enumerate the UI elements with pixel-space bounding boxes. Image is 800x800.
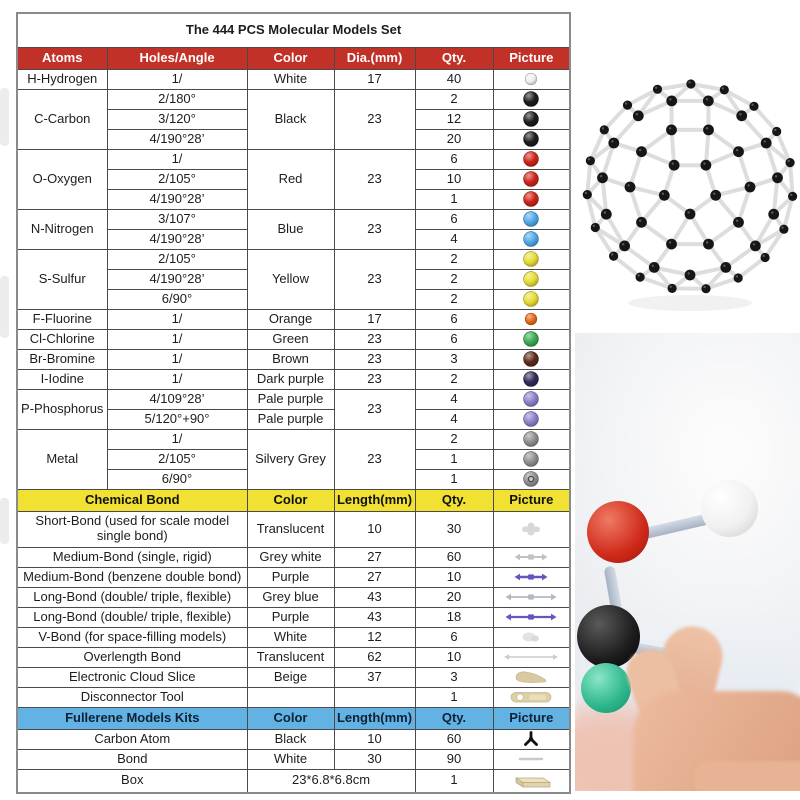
atom-name-cell: F-Fluorine [17, 309, 107, 329]
qty-cell: 4 [415, 409, 493, 429]
dia-cell: 23 [334, 249, 415, 309]
qty-cell: 60 [415, 547, 493, 567]
qty-cell: 3 [415, 667, 493, 687]
picture-cell [493, 547, 570, 567]
qty-cell: 10 [415, 169, 493, 189]
v-bond-icon [503, 629, 559, 645]
fullerene-header-3: Qty. [415, 707, 493, 729]
picture-cell [493, 749, 570, 769]
qty-cell: 12 [415, 109, 493, 129]
atom-name-cell: C-Carbon [17, 89, 107, 149]
length-cell: 43 [334, 607, 415, 627]
color-cell: White [247, 749, 334, 769]
medium-bond-grey-icon [503, 549, 559, 565]
holes-angle-cell: 1/ [107, 369, 247, 389]
qty-cell: 6 [415, 149, 493, 169]
qty-cell: 3 [415, 349, 493, 369]
holes-angle-cell: 4/190°28’ [107, 129, 247, 149]
i-ball-icon [521, 370, 541, 388]
chlorine-ball-icon [581, 663, 631, 713]
color-cell: Purple [247, 567, 334, 587]
qty-cell: 90 [415, 749, 493, 769]
qty-cell: 6 [415, 627, 493, 647]
color-cell: Grey white [247, 547, 334, 567]
fullerene-name-cell: Carbon Atom [17, 729, 247, 749]
picture-cell [493, 149, 570, 169]
color-cell: Pale purple [247, 409, 334, 429]
p-ball-icon [521, 390, 541, 408]
disconnector-tool-icon [503, 689, 559, 705]
dia-cell: 23 [334, 209, 415, 249]
p-ball-icon [521, 410, 541, 428]
bond-name-cell: Medium-Bond (benzene double bond) [17, 567, 247, 587]
atom-name-cell: N-Nitrogen [17, 209, 107, 249]
bond-name-cell: Long-Bond (double/ triple, flexible) [17, 607, 247, 627]
picture-cell [493, 627, 570, 647]
dia-cell: 17 [334, 69, 415, 89]
color-cell: Grey blue [247, 587, 334, 607]
color-cell: Purple [247, 607, 334, 627]
holes-angle-cell: 1/ [107, 429, 247, 449]
qty-cell: 18 [415, 607, 493, 627]
atom-name-cell: P-Phosphorus [17, 389, 107, 429]
fullerene-name-cell: Box [17, 769, 247, 793]
fullerene-header-4: Picture [493, 707, 570, 729]
qty-cell: 40 [415, 69, 493, 89]
box-icon [503, 772, 559, 790]
length-cell: 12 [334, 627, 415, 647]
finger [693, 761, 800, 791]
br-ball-icon [521, 350, 541, 368]
buckyball-model-icon [578, 55, 800, 340]
fullerene-name-cell: Bond [17, 749, 247, 769]
color-cell: White [247, 69, 334, 89]
dia-cell: 23 [334, 329, 415, 349]
color-cell: Black [247, 729, 334, 749]
fullerene-header-2: Length(mm) [334, 707, 415, 729]
medium-bond-purple-icon [503, 569, 559, 585]
qty-cell: 6 [415, 329, 493, 349]
holes-angle-cell: 4/190°28’ [107, 229, 247, 249]
qty-cell: 20 [415, 587, 493, 607]
color-cell: Pale purple [247, 389, 334, 409]
qty-cell: 2 [415, 249, 493, 269]
holes-angle-cell: 2/180° [107, 89, 247, 109]
length-cell: 10 [334, 511, 415, 547]
picture-cell [493, 389, 570, 409]
table-title: The 444 PCS Molecular Models Set [17, 13, 570, 47]
holes-angle-cell: 2/105° [107, 169, 247, 189]
picture-cell [493, 429, 570, 449]
long-bond-purple-icon [503, 609, 559, 625]
qty-cell: 1 [415, 469, 493, 489]
cl-ball-icon [521, 330, 541, 348]
color-cell: Silvery Grey [247, 429, 334, 489]
fullerene-bond-icon [503, 751, 559, 767]
picture-cell [493, 349, 570, 369]
n-ball-icon [521, 230, 541, 248]
atom-name-cell: Br-Bromine [17, 349, 107, 369]
atoms-header-2: Color [247, 47, 334, 69]
oxygen-ball-icon [587, 501, 649, 563]
picture-cell [493, 511, 570, 547]
color-cell: Green [247, 329, 334, 349]
atom-name-cell: Cl-Chlorine [17, 329, 107, 349]
picture-cell [493, 109, 570, 129]
picture-cell [493, 587, 570, 607]
bonds-header-2: Length(mm) [334, 489, 415, 511]
picture-cell [493, 369, 570, 389]
dia-cell: 23 [334, 149, 415, 209]
holes-angle-cell: 6/90° [107, 289, 247, 309]
holes-angle-cell: 4/190°28’ [107, 269, 247, 289]
color-cell: White [247, 627, 334, 647]
picture-cell [493, 89, 570, 109]
dia-cell: 17 [334, 309, 415, 329]
atom-name-cell: S-Sulfur [17, 249, 107, 309]
qty-cell: 2 [415, 369, 493, 389]
bonds-header-1: Color [247, 489, 334, 511]
atoms-header-0: Atoms [17, 47, 107, 69]
overlength-bond-icon [503, 649, 559, 665]
bond-name-cell: Overlength Bond [17, 647, 247, 667]
picture-cell [493, 409, 570, 429]
color-cell: Beige [247, 667, 334, 687]
picture-cell [493, 129, 570, 149]
o-ball-icon [521, 190, 541, 208]
dia-cell: 23 [334, 369, 415, 389]
length-cell: 30 [334, 749, 415, 769]
holes-angle-cell: 2/105° [107, 249, 247, 269]
holes-angle-cell: 1/ [107, 329, 247, 349]
fullerene-carbon-icon [503, 731, 559, 747]
picture-cell [493, 607, 570, 627]
bond-name-cell: V-Bond (for space-filling models) [17, 627, 247, 647]
atom-name-cell: H-Hydrogen [17, 69, 107, 89]
scan-artifact [0, 88, 9, 146]
c-ball-icon [521, 130, 541, 148]
picture-cell [493, 69, 570, 89]
s-ball-icon [521, 250, 541, 268]
atoms-header-5: Picture [493, 47, 570, 69]
picture-cell [493, 567, 570, 587]
atom-name-cell: O-Oxygen [17, 149, 107, 209]
picture-cell [493, 169, 570, 189]
picture-cell [493, 209, 570, 229]
qty-cell: 2 [415, 89, 493, 109]
picture-cell [493, 469, 570, 489]
atom-name-cell: Metal [17, 429, 107, 489]
color-cell: Translucent [247, 511, 334, 547]
n-ball-icon [521, 210, 541, 228]
fullerene-header-1: Color [247, 707, 334, 729]
bonds-header-4: Picture [493, 489, 570, 511]
dia-cell: 23 [334, 349, 415, 369]
picture-cell [493, 449, 570, 469]
holes-angle-cell: 1/ [107, 149, 247, 169]
picture-cell [493, 289, 570, 309]
metal-ball-icon [521, 450, 541, 468]
c-ball-icon [521, 110, 541, 128]
dia-cell: 23 [334, 389, 415, 429]
qty-cell: 2 [415, 429, 493, 449]
holes-angle-cell: 2/105° [107, 449, 247, 469]
picture-cell [493, 769, 570, 793]
picture-cell [493, 687, 570, 707]
metal-ball-icon [521, 430, 541, 448]
scan-artifact [0, 498, 9, 544]
o-ball-icon [521, 150, 541, 168]
qty-cell: 1 [415, 189, 493, 209]
holes-angle-cell: 3/107° [107, 209, 247, 229]
holes-angle-cell: 4/190°28’ [107, 189, 247, 209]
c-ball-icon [521, 90, 541, 108]
bonds-header-3: Qty. [415, 489, 493, 511]
qty-cell: 30 [415, 511, 493, 547]
box-size-cell: 23*6.8*6.8cm [247, 769, 415, 793]
picture-cell [493, 249, 570, 269]
product-photo-fullerene [578, 55, 800, 340]
picture-cell [493, 647, 570, 667]
bond-name-cell: Electronic Cloud Slice [17, 667, 247, 687]
short-bond-icon [503, 521, 559, 537]
qty-cell: 4 [415, 389, 493, 409]
qty-cell: 10 [415, 567, 493, 587]
qty-cell: 20 [415, 129, 493, 149]
cloud-slice-icon [503, 669, 559, 685]
qty-cell: 6 [415, 209, 493, 229]
holes-angle-cell: 4/109°28’ [107, 389, 247, 409]
qty-cell: 4 [415, 229, 493, 249]
picture-cell [493, 729, 570, 749]
qty-cell: 1 [415, 769, 493, 793]
length-cell: 27 [334, 547, 415, 567]
f-ball-icon [521, 310, 541, 328]
picture-cell [493, 269, 570, 289]
qty-cell: 2 [415, 269, 493, 289]
color-cell: Brown [247, 349, 334, 369]
h-ball-icon [521, 70, 541, 88]
qty-cell: 60 [415, 729, 493, 749]
scan-artifact [0, 276, 9, 338]
bonds-header-0: Chemical Bond [17, 489, 247, 511]
qty-cell: 2 [415, 289, 493, 309]
picture-cell [493, 329, 570, 349]
length-cell: 43 [334, 587, 415, 607]
color-cell [247, 687, 334, 707]
holes-angle-cell: 3/120° [107, 109, 247, 129]
qty-cell: 6 [415, 309, 493, 329]
length-cell: 37 [334, 667, 415, 687]
s-ball-icon [521, 270, 541, 288]
length-cell [334, 687, 415, 707]
length-cell: 27 [334, 567, 415, 587]
fullerene-header-0: Fullerene Models Kits [17, 707, 247, 729]
color-cell: Orange [247, 309, 334, 329]
atoms-header-3: Dia.(mm) [334, 47, 415, 69]
length-cell: 10 [334, 729, 415, 749]
hydrogen-ball-icon [701, 480, 758, 537]
o-ball-icon [521, 170, 541, 188]
picture-cell [493, 189, 570, 209]
dia-cell: 23 [334, 429, 415, 489]
length-cell: 62 [334, 647, 415, 667]
holes-angle-cell: 6/90° [107, 469, 247, 489]
bond-name-cell: Long-Bond (double/ triple, flexible) [17, 587, 247, 607]
long-bond-greyblue-icon [503, 589, 559, 605]
qty-cell: 1 [415, 449, 493, 469]
holes-angle-cell: 1/ [107, 349, 247, 369]
molecular-models-spec-table [16, 12, 571, 794]
qty-cell: 1 [415, 687, 493, 707]
color-cell: Red [247, 149, 334, 209]
bond-name-cell: Short-Bond (used for scale model single bond) [17, 511, 247, 547]
picture-cell [493, 229, 570, 249]
atom-name-cell: I-Iodine [17, 369, 107, 389]
metal-ball-icon [521, 470, 541, 488]
atoms-header-1: Holes/Angle [107, 47, 247, 69]
picture-cell [493, 667, 570, 687]
color-cell: Blue [247, 209, 334, 249]
holes-angle-cell: 1/ [107, 309, 247, 329]
product-photo-hand [575, 333, 800, 791]
color-cell: Translucent [247, 647, 334, 667]
color-cell: Yellow [247, 249, 334, 309]
s-ball-icon [521, 290, 541, 308]
spec-table [16, 12, 571, 794]
picture-cell [493, 309, 570, 329]
atoms-header-4: Qty. [415, 47, 493, 69]
bond-name-cell: Disconnector Tool [17, 687, 247, 707]
dia-cell: 23 [334, 89, 415, 149]
bond-name-cell: Medium-Bond (single, rigid) [17, 547, 247, 567]
holes-angle-cell: 5/120°+90° [107, 409, 247, 429]
holes-angle-cell: 1/ [107, 69, 247, 89]
color-cell: Dark purple [247, 369, 334, 389]
qty-cell: 10 [415, 647, 493, 667]
color-cell: Black [247, 89, 334, 149]
